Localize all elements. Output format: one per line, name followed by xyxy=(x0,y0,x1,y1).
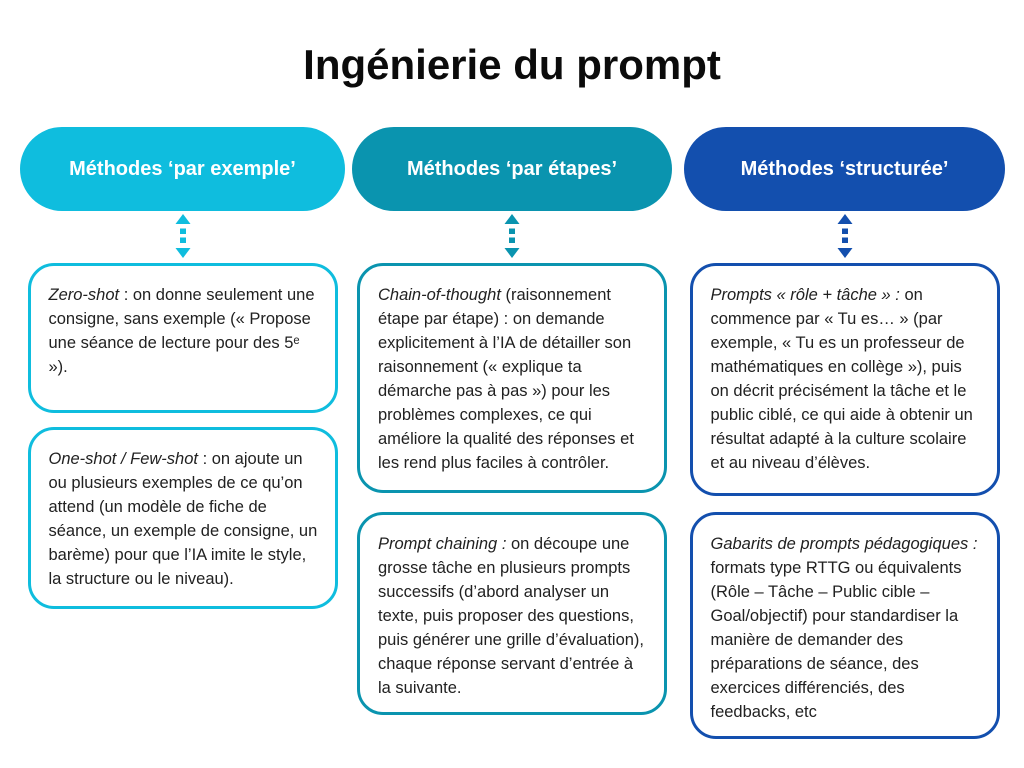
column-methodes-structuree xyxy=(684,0,1005,768)
box-text: Prompts « rôle + tâche » : on commence par « Tu es… » (par exemple, « Tu es un professeur de mathématiques en collège »), puis on décrit précisément la tâche et le public ciblé, ce qui aide à obtenir un résultat adapté à la culture scolaire et au niveau d’élèves. xyxy=(710,286,973,472)
box-zero-shot xyxy=(28,263,338,413)
box-prompt-chaining xyxy=(357,512,667,715)
header-pill-label: Méthodes ‘structurée’ xyxy=(740,157,949,180)
header-pill-par-exemple xyxy=(20,127,345,211)
box-text: Gabarits de prompts pédagogiques : formats type RTTG ou équivalents (Rôle – Tâche – Public cible – Goal/objectif) pour standardiser la manière de demander des préparations de séance, des exercices différenciés, des feedbacks, etc xyxy=(710,535,978,721)
double-arrow-icon xyxy=(175,214,191,258)
box-chain-of-thought xyxy=(357,263,667,493)
page-title: Ingénierie du prompt xyxy=(303,41,721,88)
double-arrow-icon xyxy=(837,214,853,258)
header-pill-par-etapes xyxy=(352,127,672,211)
header-pill-label: Méthodes ‘par étapes’ xyxy=(406,157,618,180)
header-pill-structuree xyxy=(684,127,1005,211)
box-text: Chain-of-thought (raisonnement étape par étape) : on demande explicitement à l’IA de détailler son raisonnement (« explique ta démarche pas à pas ») pour les problèmes complexes, ce qui améliore la qualité des réponses et les rend plus faciles à contrôler. xyxy=(378,286,634,472)
box-text: Prompt chaining : on découpe une grosse tâche en plusieurs prompts successifs (d’abord analyser un texte, puis proposer des questions, puis générer une grille d’évaluation), chaque réponse servant d’entrée à la suivante. xyxy=(378,535,644,697)
column-methodes-par-exemple xyxy=(20,0,345,768)
box-text: One-shot / Few-shot : on ajoute un ou plusieurs exemples de ce qu’on attend (un modèle de fiche de séance, un exemple de consigne, un barème) pour que l’IA imite le style, la structure ou le niveau). xyxy=(48,450,318,588)
box-text: Zero-shot : on donne seulement une consigne, sans exemple (« Propose une séance de lecture pour des 5ᵉ »). xyxy=(48,286,315,376)
header-pill-label: Méthodes ‘par exemple’ xyxy=(69,157,296,180)
box-one-shot-few-shot xyxy=(28,427,338,609)
double-arrow-icon xyxy=(504,214,520,258)
box-gabarits-prompts-pedagogiques xyxy=(690,512,1000,739)
box-prompts-role-tache xyxy=(690,263,1000,496)
column-methodes-par-etapes xyxy=(352,0,672,768)
